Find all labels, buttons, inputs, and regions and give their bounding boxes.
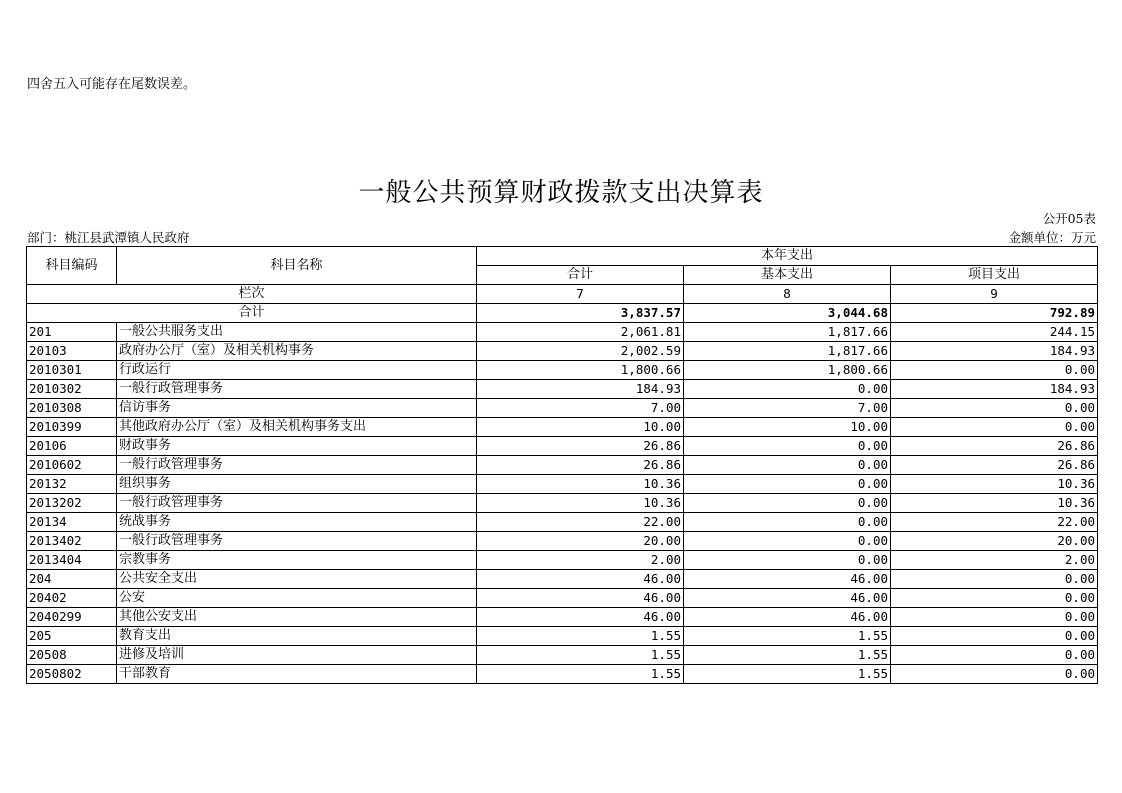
cell-basic: 0.00 bbox=[684, 532, 891, 551]
cell-project: 10.36 bbox=[891, 494, 1098, 513]
table-row bbox=[27, 323, 1098, 342]
totals-total: 3,837.57 bbox=[477, 304, 684, 323]
cell-basic: 1,800.66 bbox=[684, 361, 891, 380]
cell-project: 0.00 bbox=[891, 399, 1098, 418]
cell-project: 184.93 bbox=[891, 342, 1098, 361]
index-row bbox=[27, 285, 1098, 304]
header-group: 本年支出 bbox=[477, 247, 1098, 266]
cell-total: 1.55 bbox=[477, 665, 684, 684]
page-title: 一般公共预算财政拨款支出决算表 bbox=[358, 178, 764, 208]
cell-basic: 0.00 bbox=[684, 456, 891, 475]
cell-basic: 1.55 bbox=[684, 646, 891, 665]
table-row bbox=[27, 475, 1098, 494]
cell-basic: 0.00 bbox=[684, 494, 891, 513]
expenditure-table bbox=[26, 246, 1098, 684]
cell-code: 2013202 bbox=[27, 494, 117, 513]
table-row bbox=[27, 608, 1098, 627]
cell-total: 46.00 bbox=[477, 608, 684, 627]
cell-project: 10.36 bbox=[891, 475, 1098, 494]
index-project: 9 bbox=[891, 285, 1098, 304]
cell-code: 20134 bbox=[27, 513, 117, 532]
header-row-1 bbox=[27, 247, 1098, 266]
cell-basic: 7.00 bbox=[684, 399, 891, 418]
department-label: 部门：桃江县武潭镇人民政府 bbox=[27, 230, 190, 245]
table-row bbox=[27, 627, 1098, 646]
index-total: 7 bbox=[477, 285, 684, 304]
table-row bbox=[27, 589, 1098, 608]
cell-project: 0.00 bbox=[891, 627, 1098, 646]
cell-total: 184.93 bbox=[477, 380, 684, 399]
header-name: 科目名称 bbox=[117, 247, 477, 285]
cell-total: 10.36 bbox=[477, 494, 684, 513]
cell-basic: 0.00 bbox=[684, 475, 891, 494]
cell-project: 0.00 bbox=[891, 570, 1098, 589]
cell-project: 244.15 bbox=[891, 323, 1098, 342]
cell-project: 184.93 bbox=[891, 380, 1098, 399]
table-row bbox=[27, 418, 1098, 437]
cell-basic: 1.55 bbox=[684, 627, 891, 646]
header-basic: 基本支出 bbox=[684, 266, 891, 285]
cell-name: 其他政府办公厅（室）及相关机构事务支出 bbox=[117, 418, 477, 437]
cell-code: 201 bbox=[27, 323, 117, 342]
cell-name: 政府办公厅（室）及相关机构事务 bbox=[117, 342, 477, 361]
table-row bbox=[27, 513, 1098, 532]
cell-total: 1,800.66 bbox=[477, 361, 684, 380]
cell-code: 2010602 bbox=[27, 456, 117, 475]
cell-total: 2,002.59 bbox=[477, 342, 684, 361]
totals-project: 792.89 bbox=[891, 304, 1098, 323]
cell-code: 2010399 bbox=[27, 418, 117, 437]
cell-project: 0.00 bbox=[891, 665, 1098, 684]
cell-total: 20.00 bbox=[477, 532, 684, 551]
cell-name: 组织事务 bbox=[117, 475, 477, 494]
cell-basic: 10.00 bbox=[684, 418, 891, 437]
index-label: 栏次 bbox=[27, 285, 477, 304]
cell-code: 2040299 bbox=[27, 608, 117, 627]
table-row bbox=[27, 399, 1098, 418]
table-row bbox=[27, 665, 1098, 684]
cell-name: 统战事务 bbox=[117, 513, 477, 532]
table-row bbox=[27, 570, 1098, 589]
cell-basic: 46.00 bbox=[684, 570, 891, 589]
cell-basic: 1.55 bbox=[684, 665, 891, 684]
cell-total: 46.00 bbox=[477, 589, 684, 608]
cell-code: 20132 bbox=[27, 475, 117, 494]
cell-project: 0.00 bbox=[891, 418, 1098, 437]
rounding-note: 四舍五入可能存在尾数误差。 bbox=[27, 77, 197, 92]
cell-total: 10.36 bbox=[477, 475, 684, 494]
cell-name: 一般行政管理事务 bbox=[117, 494, 477, 513]
cell-project: 0.00 bbox=[891, 361, 1098, 380]
unit-label: 金额单位：万元 bbox=[1008, 230, 1096, 245]
cell-code: 2010302 bbox=[27, 380, 117, 399]
cell-total: 22.00 bbox=[477, 513, 684, 532]
totals-basic: 3,044.68 bbox=[684, 304, 891, 323]
cell-code: 2013402 bbox=[27, 532, 117, 551]
cell-basic: 0.00 bbox=[684, 437, 891, 456]
cell-basic: 1,817.66 bbox=[684, 342, 891, 361]
cell-code: 2010308 bbox=[27, 399, 117, 418]
cell-total: 46.00 bbox=[477, 570, 684, 589]
cell-project: 2.00 bbox=[891, 551, 1098, 570]
cell-name: 干部教育 bbox=[117, 665, 477, 684]
cell-basic: 46.00 bbox=[684, 608, 891, 627]
cell-project: 20.00 bbox=[891, 532, 1098, 551]
cell-name: 一般公共服务支出 bbox=[117, 323, 477, 342]
cell-name: 一般行政管理事务 bbox=[117, 532, 477, 551]
cell-name: 信访事务 bbox=[117, 399, 477, 418]
cell-name: 进修及培训 bbox=[117, 646, 477, 665]
cell-code: 2050802 bbox=[27, 665, 117, 684]
table-row bbox=[27, 646, 1098, 665]
cell-project: 26.86 bbox=[891, 437, 1098, 456]
cell-name: 一般行政管理事务 bbox=[117, 456, 477, 475]
cell-name: 宗教事务 bbox=[117, 551, 477, 570]
cell-code: 2010301 bbox=[27, 361, 117, 380]
cell-project: 26.86 bbox=[891, 456, 1098, 475]
cell-name: 其他公安支出 bbox=[117, 608, 477, 627]
totals-label: 合计 bbox=[27, 304, 477, 323]
table-row bbox=[27, 494, 1098, 513]
cell-basic: 0.00 bbox=[684, 551, 891, 570]
cell-code: 20103 bbox=[27, 342, 117, 361]
cell-project: 0.00 bbox=[891, 589, 1098, 608]
cell-basic: 1,817.66 bbox=[684, 323, 891, 342]
cell-total: 26.86 bbox=[477, 456, 684, 475]
table-row bbox=[27, 551, 1098, 570]
cell-project: 0.00 bbox=[891, 646, 1098, 665]
cell-code: 2013404 bbox=[27, 551, 117, 570]
cell-code: 20402 bbox=[27, 589, 117, 608]
cell-total: 10.00 bbox=[477, 418, 684, 437]
index-basic: 8 bbox=[684, 285, 891, 304]
header-total: 合计 bbox=[477, 266, 684, 285]
cell-project: 22.00 bbox=[891, 513, 1098, 532]
table-row bbox=[27, 456, 1098, 475]
cell-name: 行政运行 bbox=[117, 361, 477, 380]
cell-total: 26.86 bbox=[477, 437, 684, 456]
cell-name: 一般行政管理事务 bbox=[117, 380, 477, 399]
cell-name: 公安 bbox=[117, 589, 477, 608]
cell-code: 204 bbox=[27, 570, 117, 589]
header-code: 科目编码 bbox=[27, 247, 117, 285]
cell-project: 0.00 bbox=[891, 608, 1098, 627]
cell-code: 20106 bbox=[27, 437, 117, 456]
totals-row bbox=[27, 304, 1098, 323]
cell-total: 2,061.81 bbox=[477, 323, 684, 342]
cell-name: 教育支出 bbox=[117, 627, 477, 646]
cell-basic: 0.00 bbox=[684, 513, 891, 532]
cell-basic: 46.00 bbox=[684, 589, 891, 608]
cell-name: 财政事务 bbox=[117, 437, 477, 456]
cell-basic: 0.00 bbox=[684, 380, 891, 399]
table-row bbox=[27, 361, 1098, 380]
table-row bbox=[27, 532, 1098, 551]
cell-total: 1.55 bbox=[477, 627, 684, 646]
table-row bbox=[27, 380, 1098, 399]
table-row bbox=[27, 437, 1098, 456]
form-number: 公开05表 bbox=[1042, 211, 1096, 226]
cell-code: 20508 bbox=[27, 646, 117, 665]
cell-total: 7.00 bbox=[477, 399, 684, 418]
cell-code: 205 bbox=[27, 627, 117, 646]
cell-total: 2.00 bbox=[477, 551, 684, 570]
table-row bbox=[27, 342, 1098, 361]
header-project: 项目支出 bbox=[891, 266, 1098, 285]
cell-name: 公共安全支出 bbox=[117, 570, 477, 589]
cell-total: 1.55 bbox=[477, 646, 684, 665]
